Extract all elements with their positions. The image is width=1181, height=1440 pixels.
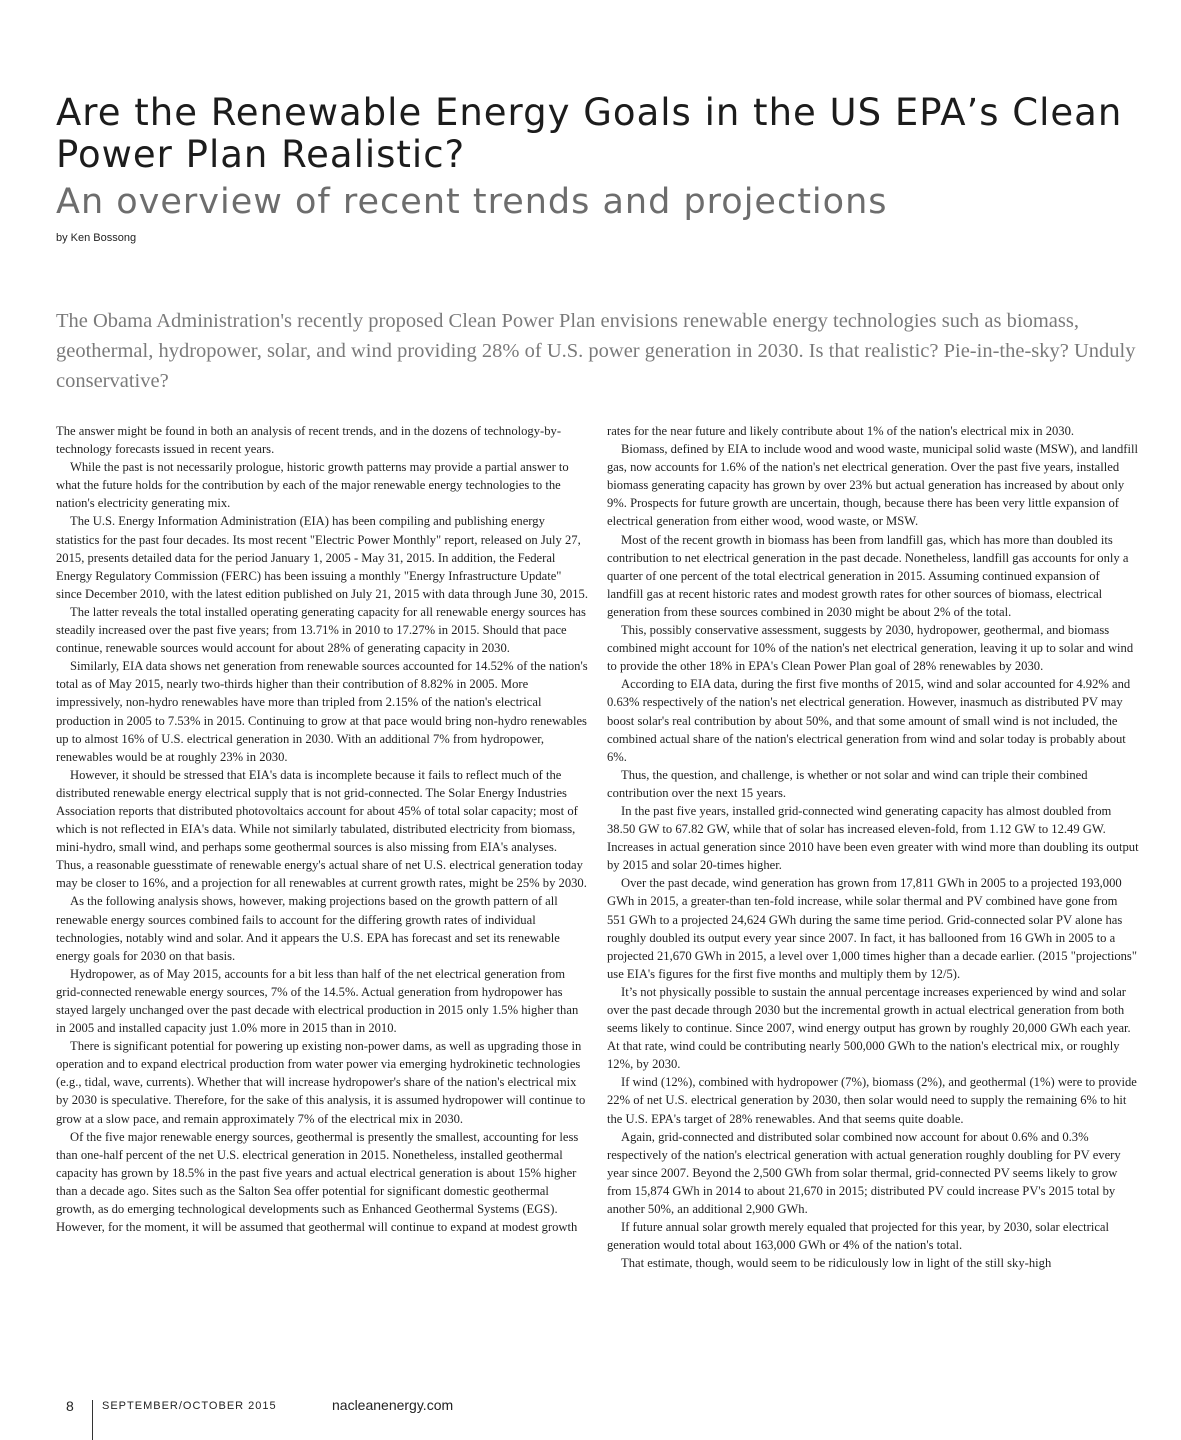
body-column-left	[56, 422, 588, 1236]
issue-date: SEPTEMBER/OCTOBER 2015	[102, 1400, 277, 1412]
body-paragraph: This, possibly conservative assessment, suggests by 2030, hydropower, geothermal, and biomass combined might account for 10% of the nation's net electrical generation, leaving it up to solar and wind to provide the other 18% in EPA's Clean Power Plan goal of 28% renewables by 2030.	[607, 623, 1134, 674]
body-paragraph: Biomass, defined by EIA to include wood and wood waste, municipal solid waste (MSW), and landfill gas, now accounts for 1.6% of the nation's net electrical generation. Over the past five years, installed biomass generating capacity has grown by over 23% but actual generation has increased by about only 9%. Prospects for future growth are uncertain, though, because there has been very little expansion of electrical generation from either wood, wood waste, or MSW.	[607, 442, 1138, 529]
body-paragraph: If wind (12%), combined with hydropower (7%), biomass (2%), and geothermal (1%) were to provide 22% of net U.S. electrical generation by 2030, then solar would need to supply the remaining 6% to hit the U.S. EPA's target of 28% renewables. And that seems quite doable.	[607, 1075, 1137, 1126]
body-paragraph: Thus, the question, and challenge, is whether or not solar and wind can triple their combined contribution over the next 15 years.	[607, 767, 1088, 800]
body-paragraph: However, it should be stressed that EIA's data is incomplete because it fails to reflect much of the distributed renewable energy electrical supply that is not grid-connected. The Solar Energy Industries Association reports that distributed photovoltaics account for about 45% of total solar capacity; most of which is not reflected in EIA's data. While not similarly tabulated, distributed electricity from biomass, mini-hydro, small wind, and perhaps some geothermal sources is also missing from EIA's analyses. Thus, a reasonable guesstimate of renewable energy's actual share of net U.S. electrical generation today may be closer to 16%, and a projection for all renewables at current growth rates, might be 25% by 2030.	[56, 767, 587, 891]
body-paragraph: According to EIA data, during the first five months of 2015, wind and solar accounted for 4.92% and 0.63% respectively of the nation's net electrical generation. However, inasmuch as distributed PV may boost solar's real contribution by about 50%, and that some amount of small wind is not included, the combined actual share of the nation's electrical generation from wind and solar today is probably about 6%.	[607, 677, 1131, 764]
article-subtitle: An overview of recent trends and projections	[56, 182, 888, 222]
body-paragraph: Most of the recent growth in biomass has been from landfill gas, which has more than doubled its contribution to net electrical generation in the past decade. Nonetheless, landfill gas accounts for only a quarter of one percent of the total electrical generation in 2015. Assuming continued expansion of landfill gas at recent historic rates and modest growth rates for other sources of biomass, electrical generation from these sources combined in 2030 might be about 2% of the total.	[607, 532, 1129, 619]
body-paragraph: The U.S. Energy Information Administration (EIA) has been compiling and publishing energy statistics for the past four decades. Its most recent "Electric Power Monthly" report, released on July 27, 2015, presents detailed data for the period January 1, 2005 - May 31, 2015. In addition, the Federal Energy Regulatory Commission (FERC) has been issuing a monthly "Energy Infrastructure Update" since December 2010, with the latest edition published on July 21, 2015 with data through June 30, 2015.	[56, 514, 588, 601]
body-paragraph: In the past five years, installed grid-connected wind generating capacity has almost doubled from 38.50 GW to 67.82 GW, while that of solar has increased eleven-fold, from 1.12 GW to 12.49 GW. Increases in actual generation since 2010 have been even greater with wind more than doubling its output by 2015 and solar 20-times higher.	[607, 803, 1139, 873]
body-paragraph: If future annual solar growth merely equaled that projected for this year, by 2030, solar electrical generation would total about 163,000 GWh or 4% of the nation's total.	[607, 1220, 1110, 1253]
body-paragraph: Again, grid-connected and distributed solar combined now account for about 0.6% and 0.3% respectively of the nation's electrical generation with actual generation roughly doubling for PV every year since 2007. Beyond the 2,500 GWh from solar thermal, grid-connected PV seems likely to grow from 15,874 GWh in 2014 to about 21,670 in 2015; distributed PV could increase PV's 2015 total by another 50%, an additional 2,900 GWh.	[607, 1129, 1121, 1217]
page-number: 8	[66, 1398, 74, 1414]
footer-divider	[92, 1400, 93, 1440]
body-paragraph: Similarly, EIA data shows net generation from renewable sources accounted for 14.52% of the nation's total as of May 2015, nearly two-thirds higher than their contribution of 8.82% in 2005. More impressively, non-hydro renewables have more than tripled from 2.15% of the nation's electrical production in 2005 to 7.53% in 2015. Continuing to grow at that pace would bring non-hydro renewables up to almost 16% of U.S. electrical generation in 2030. With an additional 7% from hydropower, renewables would be at roughly 23% in 2030.	[56, 659, 588, 764]
body-paragraph: The answer might be found in both an analysis of recent trends, and in the dozens of technology-by-technology forecasts issued in recent years.	[56, 424, 562, 457]
page-footer	[56, 1396, 656, 1440]
body-paragraph: As the following analysis shows, however, making projections based on the growth pattern of all renewable energy sources combined fails to account for the differing growth rates of individual technologies, notably wind and solar. And it appears the U.S. EPA has forecast and set its renewable energy goals for 2030 on that basis.	[56, 894, 560, 963]
body-paragraph: Of the five major renewable energy sources, geothermal is presently the smallest, accounting for less than one-half percent of the net U.S. electrical generation in 2015. Nonetheless, installed geothermal capacity has grown by 18.5% in the past five years and actual electrical generation is about 15% higher than a decade ago. Sites such as the Salton Sea offer potential for significant domestic geothermal growth, as do emerging technological developments such as Enhanced Geothermal Systems (EGS). However, for the moment, it will be assumed that geothermal will continue to expand at modest growth	[56, 1129, 579, 1235]
body-paragraph: rates for the near future and likely contribute about 1% of the nation's electrical mix in 2030.	[607, 424, 1075, 438]
body-paragraph: That estimate, though, would seem to be ridiculously low in light of the still sky-high	[621, 1256, 1052, 1271]
body-paragraph: Hydropower, as of May 2015, accounts for a bit less than half of the net electrical generation from grid-connected renewable energy sources, 7% of the 14.5%. Actual generation from hydropower has stayed largely unchanged over the past decade with electrical production in 2015 only 1.5% higher than in 2005 and installed capacity just 1.0% more in 2015 than in 2010.	[56, 966, 579, 1036]
body-paragraph: The latter reveals the total installed operating generating capacity for all renewable energy sources has steadily increased over the past five years; from 13.71% in 2010 to 17.27% in 2015. Should that pace continue, renewable sources would account for about 28% of generating capacity in 2030.	[56, 604, 586, 656]
body-paragraph: While the past is not necessarily prologue, historic growth patterns may provide a partial answer to what the future holds for the contribution by each of the major renewable energy technologies to the nation's electricity generating mix.	[56, 460, 569, 511]
article-title: Are the Renewable Energy Goals in the US EPA’s Clean Power Plan Realistic?	[56, 91, 1123, 176]
body-paragraph: There is significant potential for powering up existing non-power dams, as well as upgrading those in operation and to expand electrical production from water power via emerging hydrokinetic technologies (e.g., tidal, wave, currents). Whether that will increase hydropower's share of the nation's electrical mix by 2030 is speculative. Therefore, for the sake of this analysis, it is assumed hydropower will continue to grow at a slow pace, and remain approximately 7% of the electrical mix in 2030.	[56, 1039, 586, 1126]
lede-paragraph: The Obama Administration's recently proposed Clean Power Plan envisions renewable energy technologies such as biomass, geothermal, hydropower, solar, and wind providing 28% of U.S. power generation in 2030. Is that realistic? Pie-in-the-sky? Unduly conservative?	[56, 310, 1136, 392]
body-column-right	[607, 422, 1139, 1272]
body-paragraph: Over the past decade, wind generation has grown from 17,811 GWh in 2005 to a projected 193,000 GWh in 2015, a greater-than ten-fold increase, while solar thermal and PV combined have gone from 551 GWh to a projected 24,624 GWh during the same time period. Grid-connected solar PV alone has roughly doubled its output every year since 2007. In fact, it has ballooned from 16 GWh in 2005 to a projected 21,670 GWh in 2015, a level over 1,000 times higher than a decade earlier. (2015 "projections" use EIA's figures for the first five months and multiply them by 12/5).	[607, 876, 1137, 981]
body-paragraph: It’s not physically possible to sustain the annual percentage increases experienced by wind and solar over the past decade through 2030 but the incremental growth in actual electrical generation from both seems likely to continue. Since 2007, wind energy output has grown by roughly 20,000 GWh each year. At that rate, wind could be contributing nearly 500,000 GWh to the nation's electrical mix, or roughly 12%, by 2030.	[607, 984, 1131, 1072]
website-link[interactable]: nacleanenergy.com	[332, 1397, 454, 1413]
byline: by Ken Bossong	[56, 232, 137, 244]
